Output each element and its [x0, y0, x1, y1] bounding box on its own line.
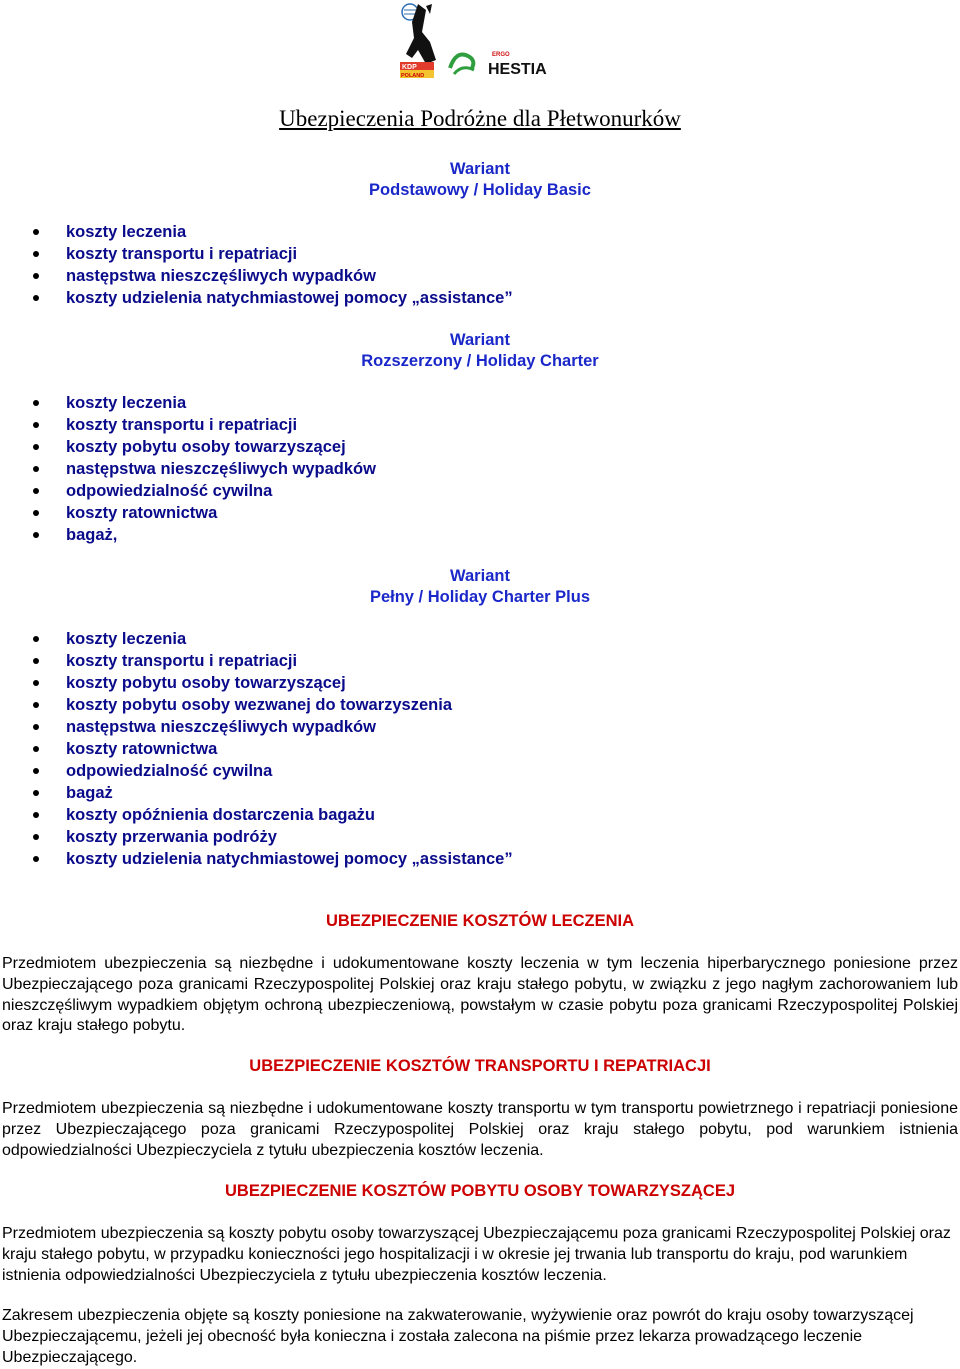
bullet-icon: [33, 229, 39, 235]
bullet-icon: [33, 510, 39, 516]
svg-text:ERGO: ERGO: [492, 52, 510, 58]
document-title: Ubezpieczenia Podróżne dla Płetwonurków: [279, 106, 681, 131]
list-item: koszty opóźnienia dostarczenia bagażu: [0, 804, 513, 826]
bullet-icon: [33, 466, 39, 472]
bullet-icon: [33, 532, 39, 538]
variant-name: Pełny / Holiday Charter Plus: [369, 588, 591, 606]
section-heading-companion: UBEZPIECZENIE KOSZTÓW POBYTU OSOBY TOWARZYSZĄCEJ: [224, 1182, 736, 1200]
list-item: koszty leczenia: [0, 392, 376, 414]
list-item: odpowiedzialność cywilna: [0, 760, 513, 782]
coverage-list-extended: [0, 392, 376, 546]
bullet-icon: [33, 658, 39, 664]
list-item: następstwa nieszczęśliwych wypadków: [0, 265, 513, 287]
bullet-icon: [33, 636, 39, 642]
variant-label: Wariant: [450, 331, 510, 349]
list-item: koszty ratownictwa: [0, 502, 376, 524]
bullet-icon: [33, 422, 39, 428]
variant-heading-extended: [0, 330, 960, 372]
svg-text:POLAND: POLAND: [401, 73, 425, 79]
ergo-hestia-logo: [448, 46, 560, 80]
bullet-icon: [33, 273, 39, 279]
coverage-list-full: [0, 628, 513, 870]
svg-text:KDP: KDP: [402, 64, 417, 71]
list-item: bagaż: [0, 782, 513, 804]
bullet-icon: [33, 768, 39, 774]
coverage-list-basic: [0, 221, 513, 309]
bullet-icon: [33, 251, 39, 257]
bullet-icon: [33, 680, 39, 686]
cmas-kdp-logo: [396, 2, 446, 82]
logo-group: [394, 0, 564, 86]
section-heading-transport: UBEZPIECZENIE KOSZTÓW TRANSPORTU I REPATRIACJI: [249, 1057, 711, 1075]
list-item: koszty pobytu osoby wezwanej do towarzyszenia: [0, 694, 513, 716]
variant-name: Rozszerzony / Holiday Charter: [361, 352, 599, 370]
svg-text:HESTIA: HESTIA: [488, 61, 547, 78]
bullet-icon: [33, 488, 39, 494]
list-item: koszty transportu i repatriacji: [0, 243, 513, 265]
bullet-icon: [33, 444, 39, 450]
list-item: następstwa nieszczęśliwych wypadków: [0, 716, 513, 738]
bullet-icon: [33, 295, 39, 301]
bullet-icon: [33, 790, 39, 796]
section-paragraph: Przedmiotem ubezpieczenia są koszty pobytu osoby towarzyszącej Ubezpieczającemu poza granicami Rzeczypospolitej Polskiej oraz kraju stałego pobytu, w przypadku konieczności jego hospitalizacji i w okresie jej trwania lub transportu do kraju, pod warunkiem istnienia odpowiedzialności Ubezpieczyciela z tytułu ubezpieczenia kosztów leczenia.: [2, 1225, 951, 1284]
section-paragraph: Przedmiotem ubezpieczenia są niezbędne i udokumentowane koszty leczenia w tym leczenia hiperbarycznego poniesione przez Ubezpieczającego poza granicami Rzeczypospolitej Polskiej oraz kraju stałego pobytu, w związku z jego nagłym zachorowaniem lub nieszczęśliwym wypadkiem objętym ochroną ubezpieczeniową, powstałym w czasie pobytu poza granicami Rzeczypospolitej Polskiej oraz kraju stałego pobytu.: [2, 955, 958, 1035]
variant-name: Podstawowy / Holiday Basic: [369, 181, 591, 199]
list-item: koszty pobytu osoby towarzyszącej: [0, 672, 513, 694]
bullet-icon: [33, 856, 39, 862]
list-item: bagaż,: [0, 524, 376, 546]
list-item: następstwa nieszczęśliwych wypadków: [0, 458, 376, 480]
list-item: koszty pobytu osoby towarzyszącej: [0, 436, 376, 458]
section-paragraph: Przedmiotem ubezpieczenia są niezbędne i udokumentowane koszty transportu w tym transportu powietrznego i repatriacji poniesione przez Ubezpieczającego poza granicami Rzeczypospolitej Polskiej oraz kraju stałego pobytu, pod warunkiem istnienia odpowiedzialności Ubezpieczyciela z tytułu ubezpieczenia kosztów leczenia.: [2, 1100, 958, 1159]
bullet-icon: [33, 746, 39, 752]
list-item: koszty leczenia: [0, 628, 513, 650]
section-heading-medical: UBEZPIECZENIE KOSZTÓW LECZENIA: [325, 912, 634, 930]
list-item: koszty udzielenia natychmiastowej pomocy „assistance”: [0, 287, 513, 309]
bullet-icon: [33, 834, 39, 840]
section-paragraph: Zakresem ubezpieczenia objęte są koszty poniesione na zakwaterowanie, wyżywienie oraz powrót do kraju osoby towarzyszącej Ubezpieczającemu, jeżeli jej obecność była konieczna i została zalecona na piśmie przez lekarza prowadzącego leczenie Ubezpieczającego.: [2, 1307, 914, 1366]
list-item: koszty przerwania podróży: [0, 826, 513, 848]
bullet-icon: [33, 400, 39, 406]
variant-heading-full: [0, 566, 960, 608]
list-item: koszty udzielenia natychmiastowej pomocy „assistance”: [0, 848, 513, 870]
list-item: koszty transportu i repatriacji: [0, 650, 513, 672]
list-item: koszty ratownictwa: [0, 738, 513, 760]
variant-heading-basic: [0, 159, 960, 201]
list-item: koszty transportu i repatriacji: [0, 414, 376, 436]
variant-label: Wariant: [450, 567, 510, 585]
bullet-icon: [33, 724, 39, 730]
bullet-icon: [33, 702, 39, 708]
list-item: koszty leczenia: [0, 221, 513, 243]
list-item: odpowiedzialność cywilna: [0, 480, 376, 502]
bullet-icon: [33, 812, 39, 818]
variant-label: Wariant: [450, 160, 510, 178]
